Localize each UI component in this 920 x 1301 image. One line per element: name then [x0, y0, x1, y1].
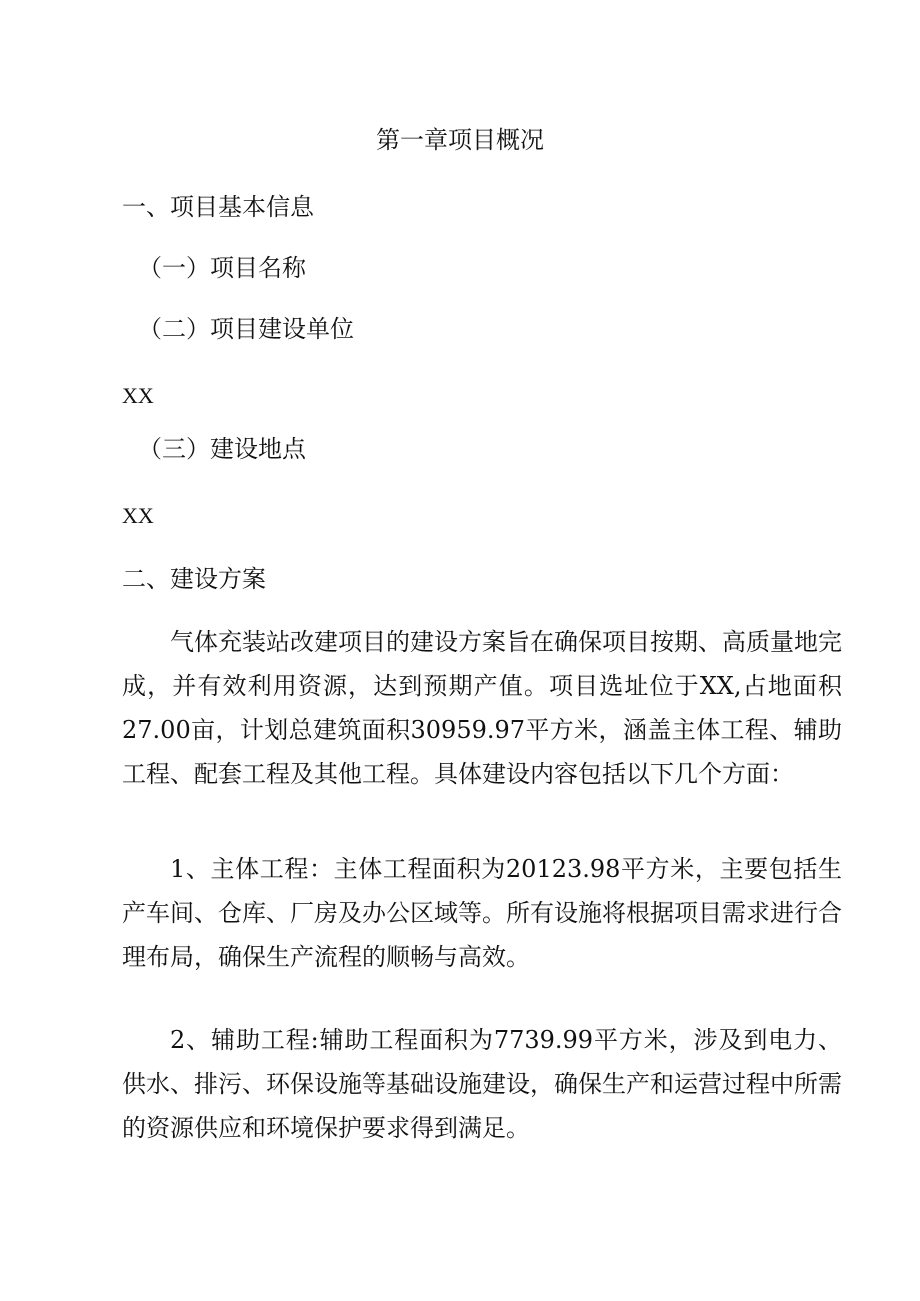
subheading-construction-unit: （二）项目建设单位 — [138, 315, 354, 343]
subheading-project-name: （一）项目名称 — [138, 254, 306, 282]
chapter-title: 第一章项目概况 — [376, 126, 544, 154]
paragraph-plan-overview: 气体充装站改建项目的建设方案旨在确保项目按期、高质量地完成，并有效利用资源，达到预期产值。项目选址位于XX,占地面积27.00亩，计划总建筑面积30959.97平方米，涵盖主体工程、辅助工程、配套工程及其他工程。具体建设内容包括以下几个方面： — [122, 628, 842, 788]
section-heading-construction-plan: 二、建设方案 — [122, 565, 266, 593]
subheading-construction-site: （三）建设地点 — [138, 435, 306, 463]
construction-site-value: XX — [122, 503, 154, 528]
construction-unit-value: XX — [122, 383, 154, 408]
paragraph-main-works: 1、主体工程：主体工程面积为20123.98平方米，主要包括生产车间、仓库、厂房及办公区域等。所有设施将根据项目需求进行合理布局，确保生产流程的顺畅与高效。 — [122, 855, 842, 971]
section-heading-basic-info: 一、项目基本信息 — [122, 193, 314, 221]
paragraph-auxiliary-works: 2、辅助工程:辅助工程面积为7739.99平方米，涉及到电力、供水、排污、环保设施等基础设施建设，确保生产和运营过程中所需的资源供应和环境保护要求得到满足。 — [122, 1026, 842, 1142]
